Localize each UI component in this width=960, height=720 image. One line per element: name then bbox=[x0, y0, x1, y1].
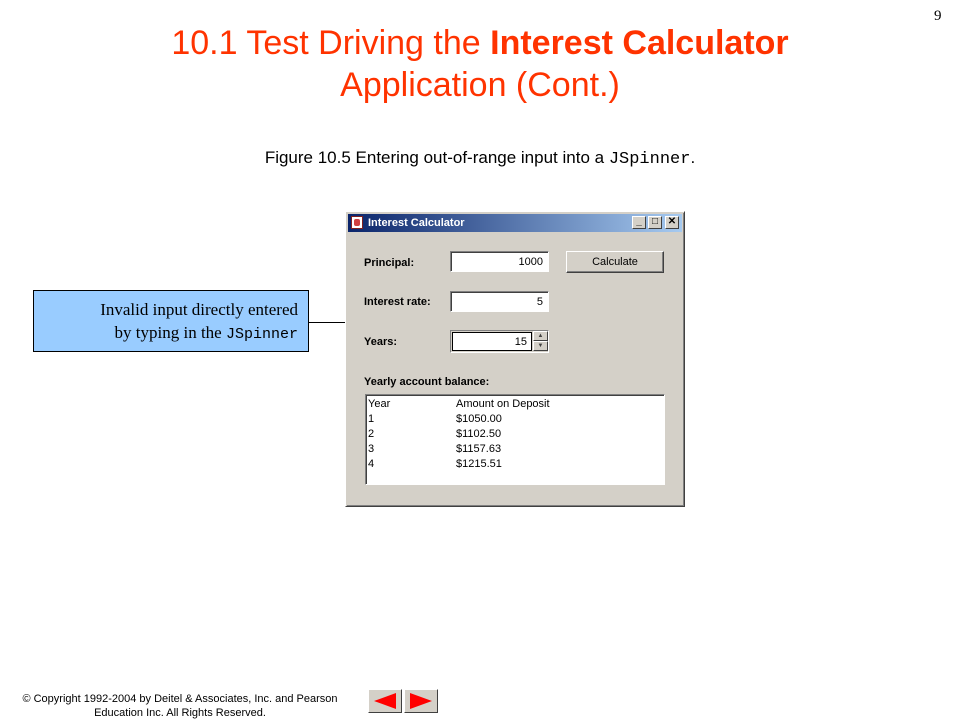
callout-line2-code: JSpinner bbox=[225, 326, 298, 343]
previous-slide-button[interactable] bbox=[368, 689, 402, 713]
header-year: Year bbox=[368, 398, 391, 410]
next-slide-arrow-icon bbox=[410, 693, 432, 709]
years-label: Years: bbox=[364, 336, 398, 348]
maximize-button[interactable]: □ bbox=[648, 216, 662, 229]
title-bold: Interest Calculator bbox=[490, 24, 789, 62]
balance-row bbox=[368, 412, 664, 427]
callout-box bbox=[33, 290, 309, 352]
previous-slide-arrow-icon bbox=[374, 693, 396, 709]
window-title: Interest Calculator bbox=[368, 217, 465, 229]
caption-text: Figure 10.5 Entering out-of-range input into a bbox=[264, 148, 609, 167]
calculate-button[interactable]: Calculate bbox=[566, 251, 664, 273]
interest-rate-input[interactable]: 5 bbox=[450, 291, 549, 312]
title-line2: Application (Cont.) bbox=[340, 66, 620, 104]
header-amount: Amount on Deposit bbox=[456, 398, 550, 410]
spinner-down-arrow-icon[interactable]: ▼ bbox=[533, 341, 548, 351]
java-app-icon bbox=[351, 216, 363, 229]
years-spinner-input[interactable]: 15 bbox=[452, 332, 532, 351]
title-part1: 10.1 Test Driving the bbox=[171, 24, 491, 62]
interest-rate-label: Interest rate: bbox=[364, 296, 431, 308]
copyright-line1: © Copyright 1992-2004 by Deitel & Associates, Inc. and Pearson bbox=[22, 693, 338, 705]
slide-number: 9 bbox=[934, 8, 942, 24]
balance-year: 1 bbox=[368, 413, 375, 425]
caption-code: JSpinner bbox=[608, 150, 691, 169]
balance-amount: $1157.63 bbox=[456, 443, 502, 455]
copyright-notice bbox=[0, 692, 360, 720]
balance-row bbox=[368, 457, 664, 472]
balance-header-row bbox=[368, 397, 664, 412]
balance-row bbox=[368, 427, 664, 442]
callout-line2-text: by typing in the bbox=[114, 323, 226, 342]
balance-year: 2 bbox=[368, 428, 375, 440]
slide-title bbox=[60, 22, 900, 106]
close-button[interactable]: ✕ bbox=[665, 216, 679, 229]
principal-input[interactable]: 1000 bbox=[450, 251, 549, 272]
years-spinner[interactable] bbox=[450, 330, 549, 353]
balance-amount: $1050.00 bbox=[456, 413, 502, 425]
minimize-button[interactable]: _ bbox=[632, 216, 646, 229]
balance-text-area[interactable] bbox=[365, 394, 665, 485]
callout-line2 bbox=[34, 321, 298, 346]
callout-line1: Invalid input directly entered bbox=[100, 300, 298, 319]
copyright-line2: Education Inc. All Rights Reserved. bbox=[94, 707, 266, 719]
interest-calculator-window bbox=[345, 211, 685, 507]
next-slide-button[interactable] bbox=[404, 689, 438, 713]
balance-year: 3 bbox=[368, 443, 375, 455]
spinner-up-arrow-icon[interactable]: ▲ bbox=[533, 331, 548, 341]
principal-label: Principal: bbox=[364, 257, 415, 269]
figure-caption bbox=[0, 148, 960, 169]
balance-amount: $1102.50 bbox=[456, 428, 502, 440]
balance-row bbox=[368, 442, 664, 457]
balance-year: 4 bbox=[368, 458, 375, 470]
window-title-bar[interactable] bbox=[348, 214, 682, 232]
caption-end: . bbox=[690, 148, 696, 167]
balance-label: Yearly account balance: bbox=[364, 376, 490, 388]
balance-amount: $1215.51 bbox=[456, 458, 502, 470]
